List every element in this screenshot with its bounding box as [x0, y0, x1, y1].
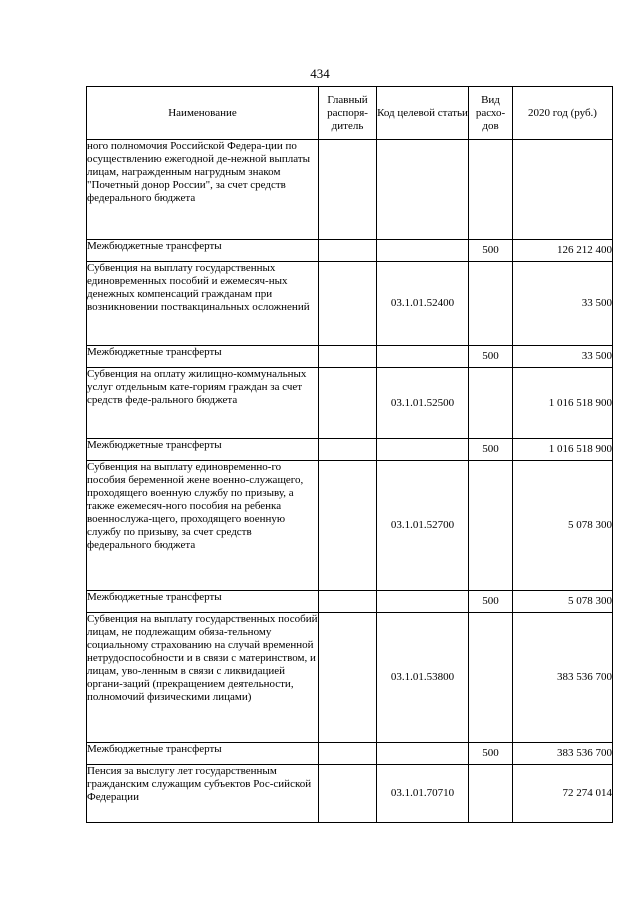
- row-admin: [319, 140, 377, 240]
- row-type: [469, 368, 513, 439]
- row-amount: 126 212 400: [513, 240, 613, 262]
- header-amount: 2020 год (руб.): [513, 87, 613, 140]
- row-admin: [319, 346, 377, 368]
- budget-table: [86, 86, 613, 823]
- row-name: Межбюджетные трансферты: [87, 240, 319, 262]
- row-amount: 1 016 518 900: [513, 368, 613, 439]
- row-amount: 72 274 014: [513, 765, 613, 823]
- row-code: [377, 346, 469, 368]
- row-code: 03.1.01.53800: [377, 613, 469, 743]
- table-row: [87, 368, 613, 439]
- header-admin: Главный распоря-дитель: [319, 87, 377, 140]
- table-header-row: [87, 87, 613, 140]
- row-amount: 1 016 518 900: [513, 439, 613, 461]
- row-admin: [319, 368, 377, 439]
- row-name: Субвенция на выплату государственных единовременных пособий и ежемесяч-ных денежных компенсаций гражданам при возникновении поствакцинальных осложнений: [87, 262, 319, 346]
- row-type: [469, 140, 513, 240]
- row-type: [469, 765, 513, 823]
- table-row: [87, 140, 613, 240]
- header-name: Наименование: [87, 87, 319, 140]
- row-type: 500: [469, 743, 513, 765]
- row-type: [469, 262, 513, 346]
- table-row: [87, 743, 613, 765]
- row-name: Субвенция на выплату государственных пособий лицам, не подлежащим обяза-тельному социальному страхованию на случай временной нетрудоспособности и в связи с материнством, и лицам, уво-ленным в связи с ликвидацией органи-заций (прекращением деятельности, полномочий физическими лицами): [87, 613, 319, 743]
- row-amount: 383 536 700: [513, 613, 613, 743]
- row-code: 03.1.01.52700: [377, 461, 469, 591]
- row-type: 500: [469, 240, 513, 262]
- table-row: [87, 461, 613, 591]
- page-number: 434: [310, 66, 330, 81]
- row-type: [469, 613, 513, 743]
- row-name: Субвенция на оплату жилищно-коммунальных услуг отдельным кате-гориям граждан за счет средств феде-рального бюджета: [87, 368, 319, 439]
- table-row: [87, 765, 613, 823]
- row-admin: [319, 461, 377, 591]
- header-code: Код целевой статьи: [377, 87, 469, 140]
- row-name: Межбюджетные трансферты: [87, 743, 319, 765]
- row-amount: 383 536 700: [513, 743, 613, 765]
- table-row: [87, 439, 613, 461]
- row-code: [377, 240, 469, 262]
- table-row: [87, 240, 613, 262]
- row-code: [377, 439, 469, 461]
- row-name: Межбюджетные трансферты: [87, 439, 319, 461]
- row-amount: 5 078 300: [513, 591, 613, 613]
- table-row: [87, 613, 613, 743]
- row-amount: [513, 140, 613, 240]
- row-admin: [319, 743, 377, 765]
- row-admin: [319, 240, 377, 262]
- row-code: 03.1.01.52500: [377, 368, 469, 439]
- row-name: ного полномочия Российской Федера-ции по осуществлению ежегодной де-нежной выплаты лицам, награжденным нагрудным знаком "Почетный донор России", за счет средств федерального бюджета: [87, 140, 319, 240]
- row-admin: [319, 765, 377, 823]
- row-admin: [319, 262, 377, 346]
- row-name: Межбюджетные трансферты: [87, 346, 319, 368]
- row-code: 03.1.01.70710: [377, 765, 469, 823]
- row-code: [377, 140, 469, 240]
- header-type: Вид расхо-дов: [469, 87, 513, 140]
- table-row: [87, 262, 613, 346]
- row-amount: 33 500: [513, 346, 613, 368]
- row-type: 500: [469, 346, 513, 368]
- row-code: [377, 743, 469, 765]
- row-amount: 33 500: [513, 262, 613, 346]
- row-type: 500: [469, 439, 513, 461]
- row-admin: [319, 591, 377, 613]
- row-name: Субвенция на выплату единовременно-го пособия беременной жене военно-служащего, проходящего военную службу по призыву, а также ежемесяч-ного пособия на ребенка военнослужа-щего, проходящего военную службу по призыву, за счет средств федерального бюджета: [87, 461, 319, 591]
- row-type: [469, 461, 513, 591]
- row-name: Межбюджетные трансферты: [87, 591, 319, 613]
- row-admin: [319, 439, 377, 461]
- row-admin: [319, 613, 377, 743]
- row-type: 500: [469, 591, 513, 613]
- row-code: 03.1.01.52400: [377, 262, 469, 346]
- row-amount: 5 078 300: [513, 461, 613, 591]
- row-code: [377, 591, 469, 613]
- row-name: Пенсия за выслугу лет государственным гражданским служащим субъектов Рос-сийской Федерации: [87, 765, 319, 823]
- table-row: [87, 346, 613, 368]
- table-row: [87, 591, 613, 613]
